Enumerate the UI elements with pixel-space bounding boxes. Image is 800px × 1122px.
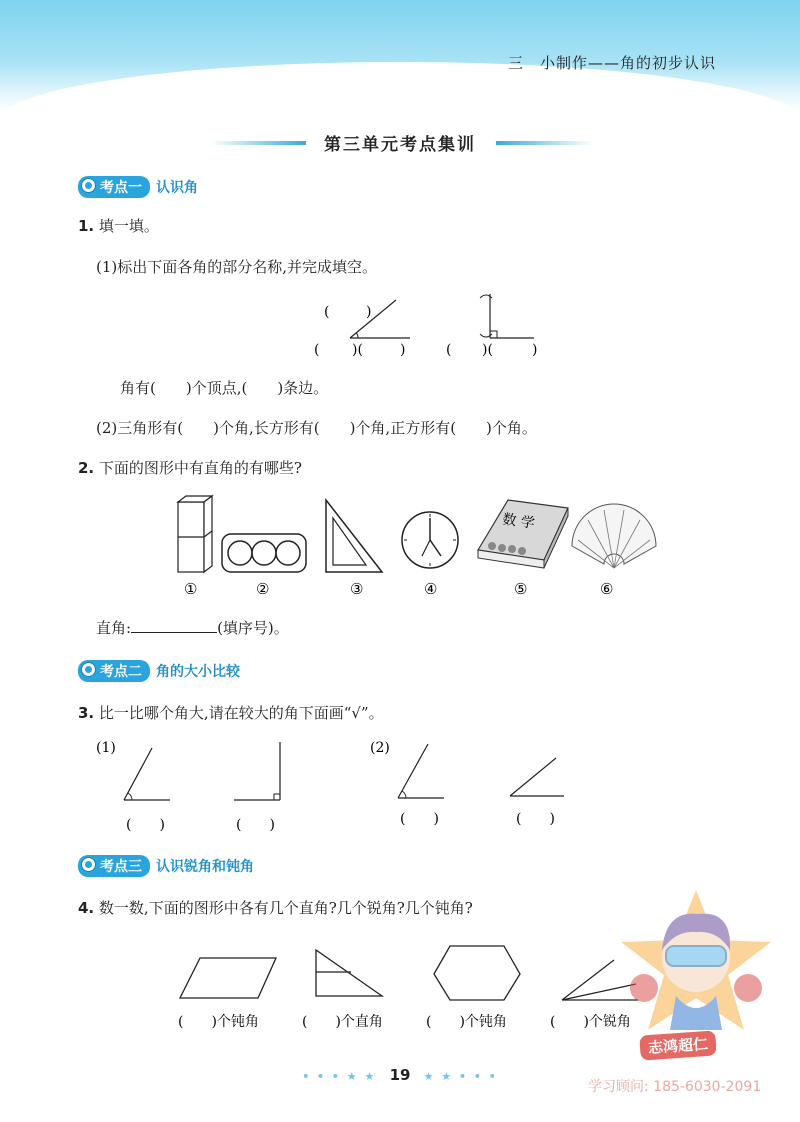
answer-blank: ( ) bbox=[126, 817, 165, 833]
box-figure bbox=[178, 496, 212, 572]
kaodian-badge bbox=[78, 855, 150, 877]
traffic-light-figure bbox=[222, 534, 306, 572]
hexagon-figure bbox=[434, 946, 520, 1000]
question-prompt: 数一数,下面的图形中各有几个直角?几个锐角?几个钝角? bbox=[98, 899, 473, 917]
q2-shape-figures bbox=[160, 494, 660, 604]
angle-label-blank: ) bbox=[366, 304, 372, 320]
parallelogram-figure bbox=[180, 958, 276, 998]
answer-blank: ( )个直角 bbox=[302, 1014, 383, 1030]
page-number: 19 bbox=[389, 1066, 411, 1084]
answer-blank: ( ) bbox=[236, 817, 275, 833]
kaodian-2-heading bbox=[78, 660, 240, 682]
math-book-figure bbox=[478, 500, 568, 568]
kaodian-badge-label: 考点一 bbox=[100, 180, 142, 196]
angle-label-blank: ( bbox=[446, 342, 452, 358]
question-2 bbox=[78, 457, 302, 478]
angle-figure-1 bbox=[124, 748, 170, 800]
q3-angle-figures bbox=[90, 736, 590, 836]
shape-label: ⑤ bbox=[514, 580, 528, 598]
answer-prefix: 直角: bbox=[96, 619, 132, 637]
folding-fan-figure bbox=[572, 504, 656, 568]
question-prompt: 比一比哪个角大,请在较大的角下面画“√”。 bbox=[98, 704, 384, 722]
shape-label: ② bbox=[256, 580, 270, 598]
answer-blank: ( )个钝角 bbox=[426, 1014, 507, 1030]
q4-shape-figures bbox=[170, 940, 650, 1034]
acute-angle-figure bbox=[350, 300, 410, 338]
angle-label-blank: ( bbox=[324, 304, 330, 320]
answer-blank: ( )个钝角 bbox=[178, 1014, 259, 1030]
question-1-sub1: (1)标出下面各角的部分名称,并完成填空。 bbox=[96, 258, 378, 276]
answer-blank: ( )个锐角 bbox=[550, 1014, 631, 1030]
mascot-name-badge: 志鸿超仁 bbox=[639, 1030, 717, 1060]
stars-left-decoration: • • • ★ ★ bbox=[302, 1070, 377, 1083]
question-number: 2. bbox=[78, 459, 95, 477]
question-number: 1. bbox=[78, 217, 95, 235]
magnifier-icon bbox=[81, 662, 96, 677]
group-label: (1) bbox=[96, 740, 116, 756]
question-1-sub2: (2)三角形有( )个角,长方形有( )个角,正方形有( )个角。 bbox=[96, 419, 537, 437]
kaodian-title: 角的大小比较 bbox=[156, 664, 240, 680]
clock-figure bbox=[402, 512, 458, 568]
angle-figure-4 bbox=[510, 758, 564, 796]
advisor-phone: 学习顾问: 185-6030-2091 bbox=[588, 1079, 762, 1095]
kaodian-1-heading bbox=[78, 176, 198, 198]
answer-blank-line bbox=[131, 618, 217, 633]
answer-suffix: (填序号)。 bbox=[217, 619, 289, 637]
question-3 bbox=[78, 702, 384, 723]
magnifier-icon bbox=[81, 857, 96, 872]
angle-label-blank: ( bbox=[314, 342, 320, 358]
unit-title: 三 小制作——角的初步认识 bbox=[508, 54, 717, 72]
kaodian-title: 认识角 bbox=[156, 180, 198, 196]
right-triangle-figure bbox=[316, 950, 382, 996]
question-2-answer bbox=[96, 617, 289, 638]
shape-label: ③ bbox=[350, 580, 364, 598]
answer-blank: ( ) bbox=[400, 811, 439, 827]
angle-label-blank: ) bbox=[532, 342, 538, 358]
kaodian-title: 认识锐角和钝角 bbox=[156, 859, 254, 875]
answer-blank: ( ) bbox=[516, 811, 555, 827]
angle-label-blank: ) bbox=[400, 342, 406, 358]
magnifier-icon bbox=[81, 178, 96, 193]
kaodian-badge-label: 考点二 bbox=[100, 664, 142, 680]
shape-label: ⑥ bbox=[600, 580, 614, 598]
shape-label: ① bbox=[184, 580, 198, 598]
question-prompt: 下面的图形中有直角的有哪些? bbox=[98, 459, 302, 477]
question-number: 3. bbox=[78, 704, 95, 722]
angle-label-blank: )( bbox=[482, 342, 493, 358]
section-title: 第三单元考点集训 bbox=[324, 135, 476, 155]
stars-right-decoration: ★ ★ • • • bbox=[423, 1070, 498, 1083]
group-label: (2) bbox=[370, 740, 390, 756]
shape-label: ④ bbox=[424, 580, 438, 598]
q1-angle-figures bbox=[300, 290, 560, 366]
kaodian-badge bbox=[78, 660, 150, 682]
question-number: 4. bbox=[78, 899, 95, 917]
question-1 bbox=[78, 215, 159, 236]
angle-figure-3 bbox=[398, 744, 444, 798]
kaodian-badge-label: 考点三 bbox=[100, 859, 142, 875]
question-1-fill: 角有( )个顶点,( )条边。 bbox=[120, 379, 329, 397]
angle-label-blank: )( bbox=[352, 342, 363, 358]
question-prompt: 填一填。 bbox=[98, 217, 159, 235]
right-angle-figure bbox=[480, 294, 534, 338]
question-4 bbox=[78, 897, 473, 918]
kaodian-badge bbox=[78, 176, 150, 198]
set-square-figure bbox=[326, 500, 382, 572]
kaodian-3-heading bbox=[78, 855, 254, 877]
angle-figure-2 bbox=[234, 742, 280, 800]
book-title: 数 学 bbox=[501, 511, 536, 532]
